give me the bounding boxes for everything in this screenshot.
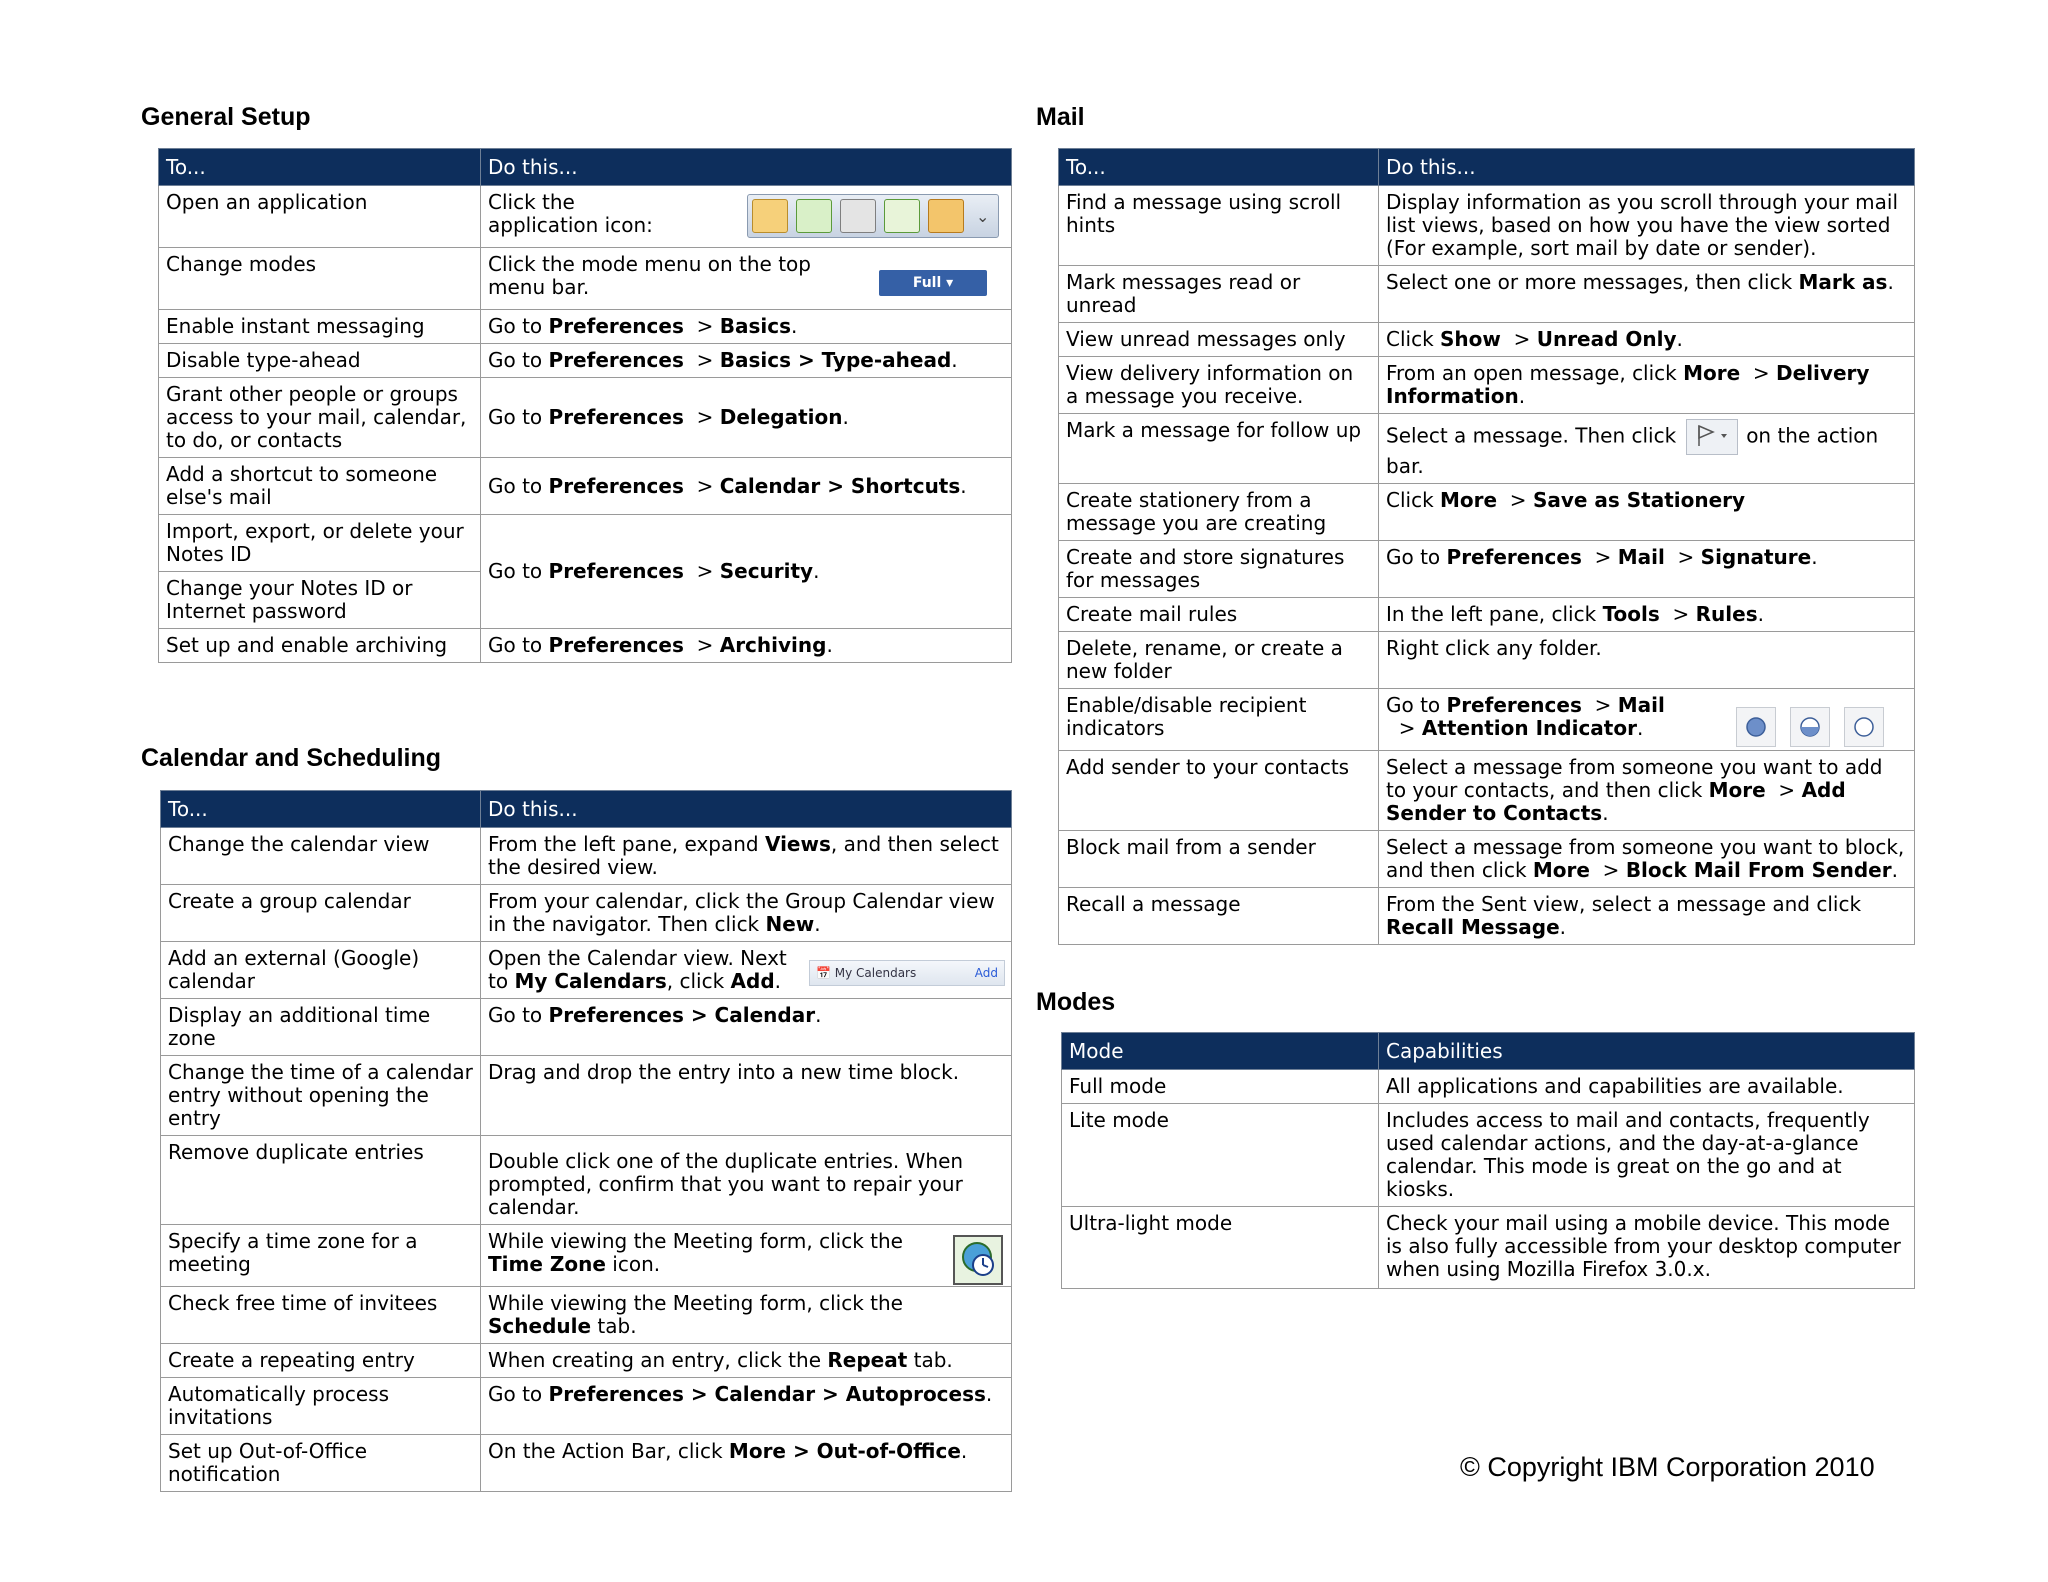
row-to: Automatically process invitations — [161, 1378, 481, 1435]
row-do: Go to Preferences > Mail > Signature. — [1379, 541, 1915, 598]
row-do-text: While viewing the Meeting form, click the Time Zone icon. — [488, 1229, 903, 1276]
table-row — [1059, 888, 1915, 945]
table-header — [159, 149, 1012, 186]
row-to: Display an additional time zone — [161, 999, 481, 1056]
row-do — [481, 186, 1012, 248]
table-row — [1059, 632, 1915, 689]
table-row — [159, 310, 1012, 344]
row-do: Select a message. Then click on the action bar. — [1379, 414, 1915, 484]
row-to: Add sender to your contacts — [1059, 751, 1379, 831]
row-do: Right click any folder. — [1379, 632, 1915, 689]
row-do — [481, 942, 1012, 999]
row-to: Find a message using scroll hints — [1059, 186, 1379, 266]
row-to: Check free time of invitees — [161, 1287, 481, 1344]
row-to: View delivery information on a message you receive. — [1059, 357, 1379, 414]
row-to: Delete, rename, or create a new folder — [1059, 632, 1379, 689]
row-do: When creating an entry, click the Repeat tab. — [481, 1344, 1012, 1378]
table-header — [161, 791, 1012, 828]
table-row — [161, 1287, 1012, 1344]
row-to: Specify a time zone for a meeting — [161, 1225, 481, 1287]
row-do: Click Show > Unread Only. — [1379, 323, 1915, 357]
row-mode: Lite mode — [1062, 1104, 1379, 1207]
table-row — [1062, 1104, 1915, 1207]
mail-table — [1058, 148, 1915, 945]
row-do: Go to Preferences > Delegation. — [481, 378, 1012, 458]
row-to: Grant other people or groups access to your mail, calendar, to do, or contacts — [159, 378, 481, 458]
header-to: To... — [1059, 149, 1379, 186]
header-do: Do this... — [481, 149, 1012, 186]
calendar-icon[interactable] — [796, 199, 832, 233]
row-to: Create mail rules — [1059, 598, 1379, 632]
row-do: Drag and drop the entry into a new time block. — [481, 1056, 1012, 1136]
mode-menu-button[interactable]: Full ▾ — [879, 270, 987, 296]
table-row — [161, 942, 1012, 999]
table-row — [159, 344, 1012, 378]
table-row — [1059, 751, 1915, 831]
table-row — [159, 629, 1012, 663]
header-to: To... — [161, 791, 481, 828]
row-to: Create stationery from a message you are creating — [1059, 484, 1379, 541]
table-row — [161, 1056, 1012, 1136]
table-row — [161, 999, 1012, 1056]
table-row — [159, 186, 1012, 248]
row-do: From the left pane, expand Views, and then select the desired view. — [481, 828, 1012, 885]
row-to: Enable instant messaging — [159, 310, 481, 344]
table-row — [159, 515, 1012, 572]
application-toolbar[interactable] — [747, 194, 999, 238]
row-to: Change your Notes ID or Internet password — [159, 572, 481, 629]
row-mode: Ultra-light mode — [1062, 1207, 1379, 1289]
table-row — [1059, 484, 1915, 541]
row-do: Display information as you scroll through your mail list views, based on how you have the view sorted (For example, sort mail by date or sender). — [1379, 186, 1915, 266]
row-to: Block mail from a sender — [1059, 831, 1379, 888]
calendar-title: Calendar and Scheduling — [141, 744, 442, 772]
row-to: Change the calendar view — [161, 828, 481, 885]
mail-title: Mail — [1036, 103, 1085, 131]
header-mode: Mode — [1062, 1033, 1379, 1070]
table-header — [1059, 149, 1915, 186]
header-to: To... — [159, 149, 481, 186]
row-to: Remove duplicate entries — [161, 1136, 481, 1225]
row-do: From your calendar, click the Group Calendar view in the navigator. Then click New. — [481, 885, 1012, 942]
attention-indicators — [1736, 707, 1884, 747]
row-to: Enable/disable recipient indicators — [1059, 689, 1379, 751]
row-do-text: Go to Preferences > Mail > Attention Indicator. — [1386, 693, 1665, 740]
row-to: Change modes — [159, 248, 481, 310]
follow-up-flag-button[interactable] — [1686, 419, 1738, 455]
more-chevron-icon[interactable]: ⌄ — [976, 206, 990, 226]
row-do: Select one or more messages, then click Mark as. — [1379, 266, 1915, 323]
row-to: Set up and enable archiving — [159, 629, 481, 663]
row-do: Select a message from someone you want to add to your contacts, and then click More > Add Sender to Contacts. — [1379, 751, 1915, 831]
table-row — [1059, 689, 1915, 751]
copyright-notice: © Copyright IBM Corporation 2010 — [1460, 1452, 1875, 1482]
row-do: Select a message from someone you want to block, and then click More > Block Mail From Sender. — [1379, 831, 1915, 888]
row-do-text: Open the Calendar view. Next to My Calendars, click Add. — [488, 946, 787, 993]
table-row — [1059, 831, 1915, 888]
header-capabilities: Capabilities — [1379, 1033, 1915, 1070]
row-do — [481, 1225, 1012, 1287]
table-row — [159, 458, 1012, 515]
row-to: Add an external (Google) calendar — [161, 942, 481, 999]
row-do: Click More > Save as Stationery — [1379, 484, 1915, 541]
table-row — [1059, 186, 1915, 266]
my-calendars-bar[interactable] — [809, 960, 1005, 986]
row-do: While viewing the Meeting form, click the Schedule tab. — [481, 1287, 1012, 1344]
todo-icon[interactable] — [884, 199, 920, 233]
notebook-icon[interactable] — [928, 199, 964, 233]
row-capabilities: All applications and capabilities are available. — [1379, 1070, 1915, 1104]
table-row — [161, 885, 1012, 942]
general-setup-title: General Setup — [141, 103, 311, 131]
table-row — [1059, 414, 1915, 484]
table-row — [161, 1378, 1012, 1435]
contacts-icon[interactable] — [840, 199, 876, 233]
row-to: Change the time of a calendar entry without opening the entry — [161, 1056, 481, 1136]
row-do — [481, 248, 1012, 310]
general-setup-table — [158, 148, 1012, 663]
row-to: Disable type-ahead — [159, 344, 481, 378]
table-row — [161, 1344, 1012, 1378]
table-row — [1059, 357, 1915, 414]
row-do: Go to Preferences > Basics. — [481, 310, 1012, 344]
indicator-half-icon — [1790, 707, 1830, 747]
row-to: View unread messages only — [1059, 323, 1379, 357]
row-do: Double click one of the duplicate entries. When prompted, confirm that you want to repair your calendar. — [481, 1136, 1012, 1225]
table-row — [1059, 266, 1915, 323]
row-do: Go to Preferences > Calendar > Autoprocess. — [481, 1378, 1012, 1435]
table-row — [1062, 1207, 1915, 1289]
row-do: Go to Preferences > Calendar. — [481, 999, 1012, 1056]
calendar-table — [160, 790, 1012, 1492]
table-row — [161, 828, 1012, 885]
table-row — [159, 248, 1012, 310]
row-to: Create and store signatures for messages — [1059, 541, 1379, 598]
indicator-empty-icon — [1844, 707, 1884, 747]
row-to: Create a repeating entry — [161, 1344, 481, 1378]
add-calendar-link[interactable]: Add — [974, 965, 998, 980]
row-do-text: Click the mode menu on the top menu bar. — [488, 252, 811, 299]
row-do: From an open message, click More > Delivery Information. — [1379, 357, 1915, 414]
table-row — [161, 1136, 1012, 1225]
table-row — [159, 378, 1012, 458]
mail-icon[interactable] — [752, 199, 788, 233]
indicator-full-icon — [1736, 707, 1776, 747]
modes-title: Modes — [1036, 988, 1116, 1016]
table-row — [1059, 323, 1915, 357]
table-row — [1062, 1070, 1915, 1104]
table-row — [161, 1435, 1012, 1492]
row-to: Recall a message — [1059, 888, 1379, 945]
modes-table — [1061, 1032, 1915, 1289]
row-to: Set up Out-of-Office notification — [161, 1435, 481, 1492]
row-to: Mark a message for follow up — [1059, 414, 1379, 484]
row-do: In the left pane, click Tools > Rules. — [1379, 598, 1915, 632]
row-do — [1379, 689, 1915, 751]
row-do-text: Click the application icon: — [488, 190, 653, 237]
row-do: From the Sent view, select a message and click Recall Message. — [1379, 888, 1915, 945]
row-do: On the Action Bar, click More > Out-of-Office. — [481, 1435, 1012, 1492]
table-header — [1062, 1033, 1915, 1070]
row-to: Mark messages read or unread — [1059, 266, 1379, 323]
row-do: Go to Preferences > Calendar > Shortcuts. — [481, 458, 1012, 515]
row-to: Open an application — [159, 186, 481, 248]
table-row — [1059, 541, 1915, 598]
row-capabilities: Includes access to mail and contacts, frequently used calendar actions, and the day-at-a-glance calendar. This mode is great on the go and at kiosks. — [1379, 1104, 1915, 1207]
time-zone-icon[interactable] — [953, 1235, 1003, 1285]
row-to: Create a group calendar — [161, 885, 481, 942]
my-calendars-label: 📅 My Calendars — [816, 965, 917, 980]
header-do: Do this... — [481, 791, 1012, 828]
header-do: Do this... — [1379, 149, 1915, 186]
row-do: Go to Preferences > Security. — [481, 515, 1012, 629]
row-to: Add a shortcut to someone else's mail — [159, 458, 481, 515]
table-row — [161, 1225, 1012, 1287]
row-mode: Full mode — [1062, 1070, 1379, 1104]
row-to: Import, export, or delete your Notes ID — [159, 515, 481, 572]
table-row — [1059, 598, 1915, 632]
row-capabilities: Check your mail using a mobile device. This mode is also fully accessible from your desktop computer when using Mozilla Firefox 3.0.x. — [1379, 1207, 1915, 1289]
row-do: Go to Preferences > Archiving. — [481, 629, 1012, 663]
row-do: Go to Preferences > Basics > Type-ahead. — [481, 344, 1012, 378]
